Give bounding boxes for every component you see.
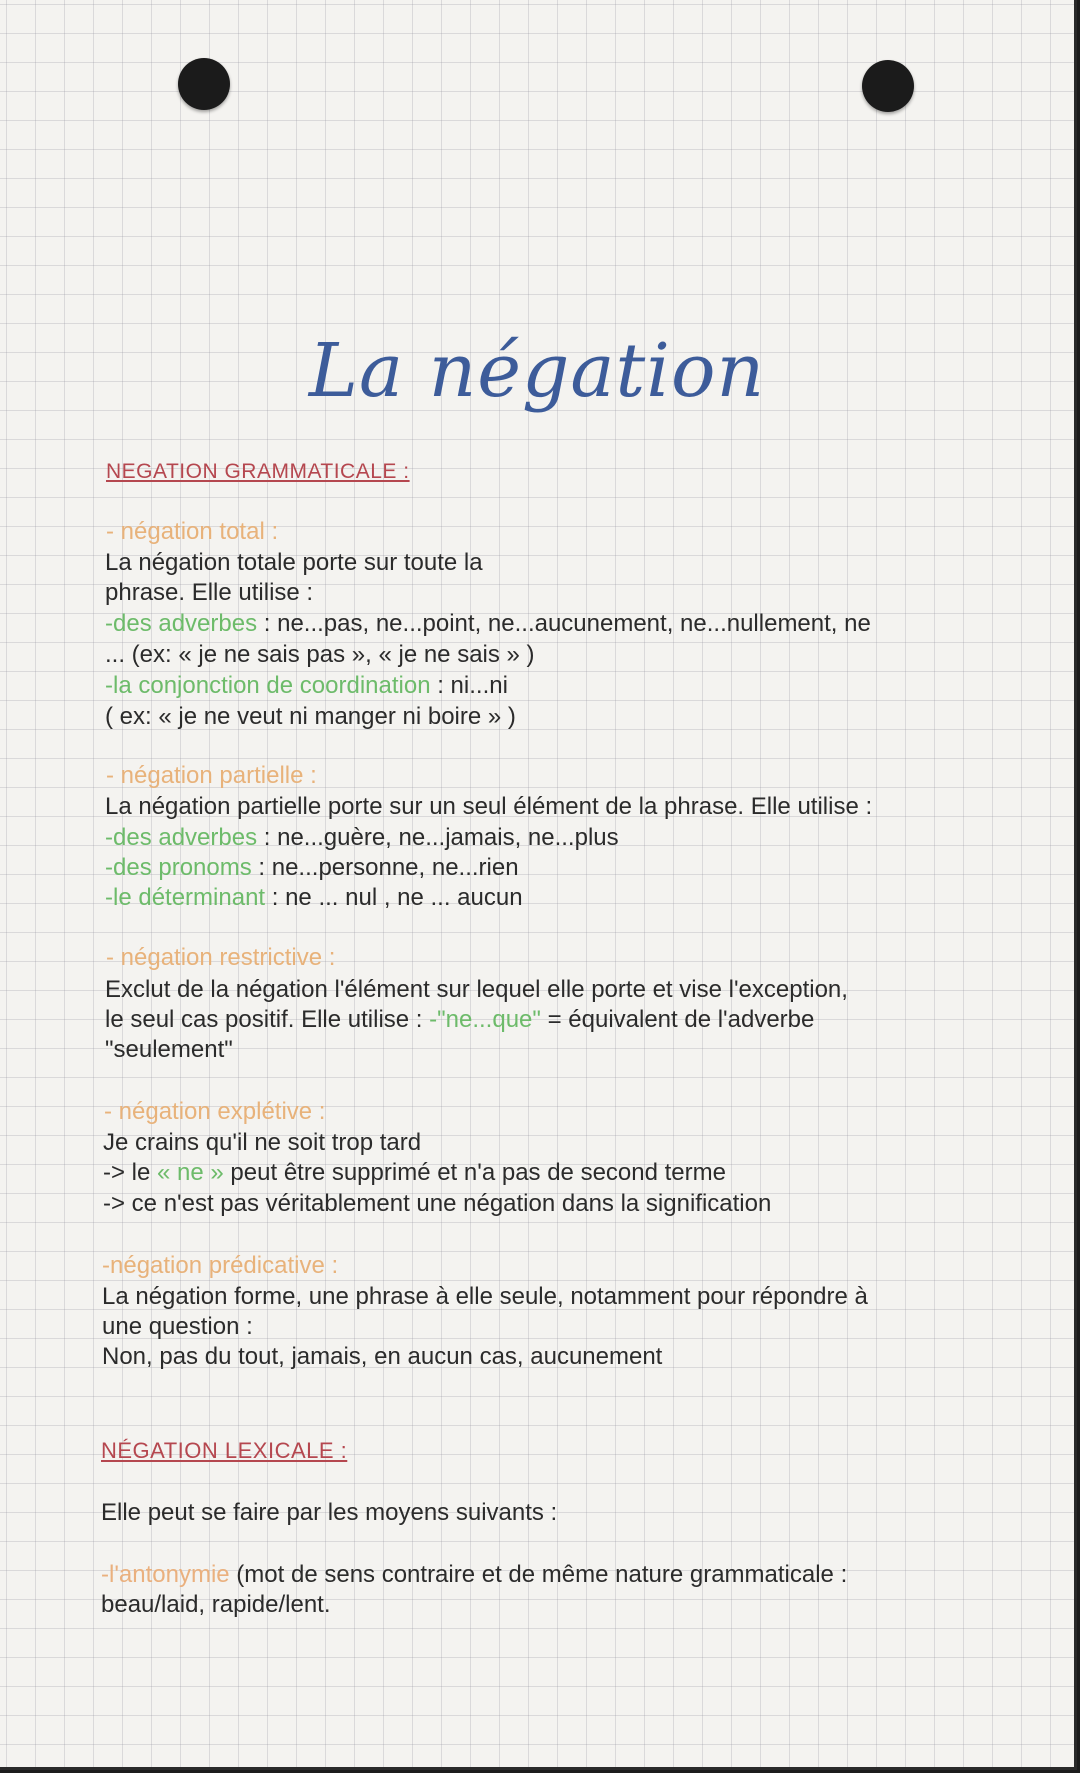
- section-heading-grammaticale: NEGATION GRAMMATICALE :: [106, 460, 410, 483]
- text-line: Non, pas du tout, jamais, en aucun cas, aucunement: [102, 1343, 663, 1370]
- green-label: -"ne...que": [429, 1006, 541, 1033]
- green-label: -des pronoms: [105, 854, 252, 881]
- binder-hole-left: [178, 58, 230, 110]
- orange-label: -l'antonymie: [101, 1561, 230, 1588]
- text-line: Je crains qu'il ne soit trop tard: [103, 1129, 422, 1156]
- green-label: -des adverbes: [105, 824, 258, 851]
- text-fragment: : ne ... nul , ne ... aucun: [265, 884, 523, 911]
- text-line: [105, 883, 523, 913]
- text-line: La négation totale porte sur toute la: [105, 549, 483, 576]
- text-fragment: peut être supprimé et n'a pas de second terme: [223, 1159, 726, 1186]
- text-fragment: (mot de sens contraire et de même nature grammaticale :: [229, 1561, 848, 1588]
- text-line: [105, 671, 508, 701]
- text-fragment: le seul cas positif. Elle utilise :: [105, 1006, 430, 1033]
- text-line: [105, 853, 519, 883]
- text-line: [105, 1005, 814, 1035]
- text-line: [105, 609, 871, 639]
- text-line: -> ce n'est pas véritablement une négation dans la signification: [103, 1190, 772, 1217]
- text-line: "seulement": [105, 1036, 233, 1063]
- subheading-negation-expletive: - négation explétive :: [104, 1098, 326, 1125]
- text-fragment: -> le: [103, 1159, 158, 1186]
- text-line: [105, 823, 619, 853]
- subheading-negation-predicative: -négation prédicative :: [102, 1252, 339, 1279]
- green-label: « ne »: [157, 1159, 224, 1186]
- subheading-negation-totale: - négation total :: [106, 518, 279, 545]
- text-line: [101, 1560, 847, 1590]
- text-line: ... (ex: « je ne sais pas », « je ne sais » ): [105, 641, 535, 668]
- subheading-negation-restrictive: - négation restrictive :: [106, 944, 336, 971]
- text-fragment: : ne...personne, ne...rien: [251, 854, 519, 881]
- text-fragment: : ne...pas, ne...point, ne...aucunement, ne...nullement, ne: [257, 610, 871, 637]
- text-fragment: : ne...guère, ne...jamais, ne...plus: [257, 824, 619, 851]
- text-line: [103, 1158, 726, 1188]
- text-line: ( ex: « je ne veut ni manger ni boire » ): [105, 703, 516, 730]
- page-title: La négation: [308, 328, 766, 414]
- text-line: Elle peut se faire par les moyens suivants :: [101, 1499, 558, 1526]
- text-line: beau/laid, rapide/lent.: [101, 1591, 331, 1618]
- green-label: -la conjonction de coordination: [105, 672, 431, 699]
- section-heading-lexicale: NÉGATION LEXICALE :: [101, 1438, 348, 1463]
- binder-hole-right: [862, 60, 914, 112]
- subheading-negation-partielle: - négation partielle :: [106, 762, 317, 789]
- text-line: phrase. Elle utilise :: [105, 579, 314, 606]
- text-line: une question :: [102, 1313, 253, 1340]
- text-line: Exclut de la négation l'élément sur lequel elle porte et vise l'exception,: [105, 976, 848, 1003]
- text-fragment: = équivalent de l'adverbe: [540, 1006, 815, 1033]
- text-line: La négation forme, une phrase à elle seule, notamment pour répondre à: [102, 1283, 868, 1310]
- green-label: -des adverbes: [105, 610, 258, 637]
- text-line: La négation partielle porte sur un seul élément de la phrase. Elle utilise :: [105, 793, 873, 820]
- green-label: -le déterminant: [105, 884, 266, 911]
- text-fragment: : ni...ni: [430, 672, 508, 699]
